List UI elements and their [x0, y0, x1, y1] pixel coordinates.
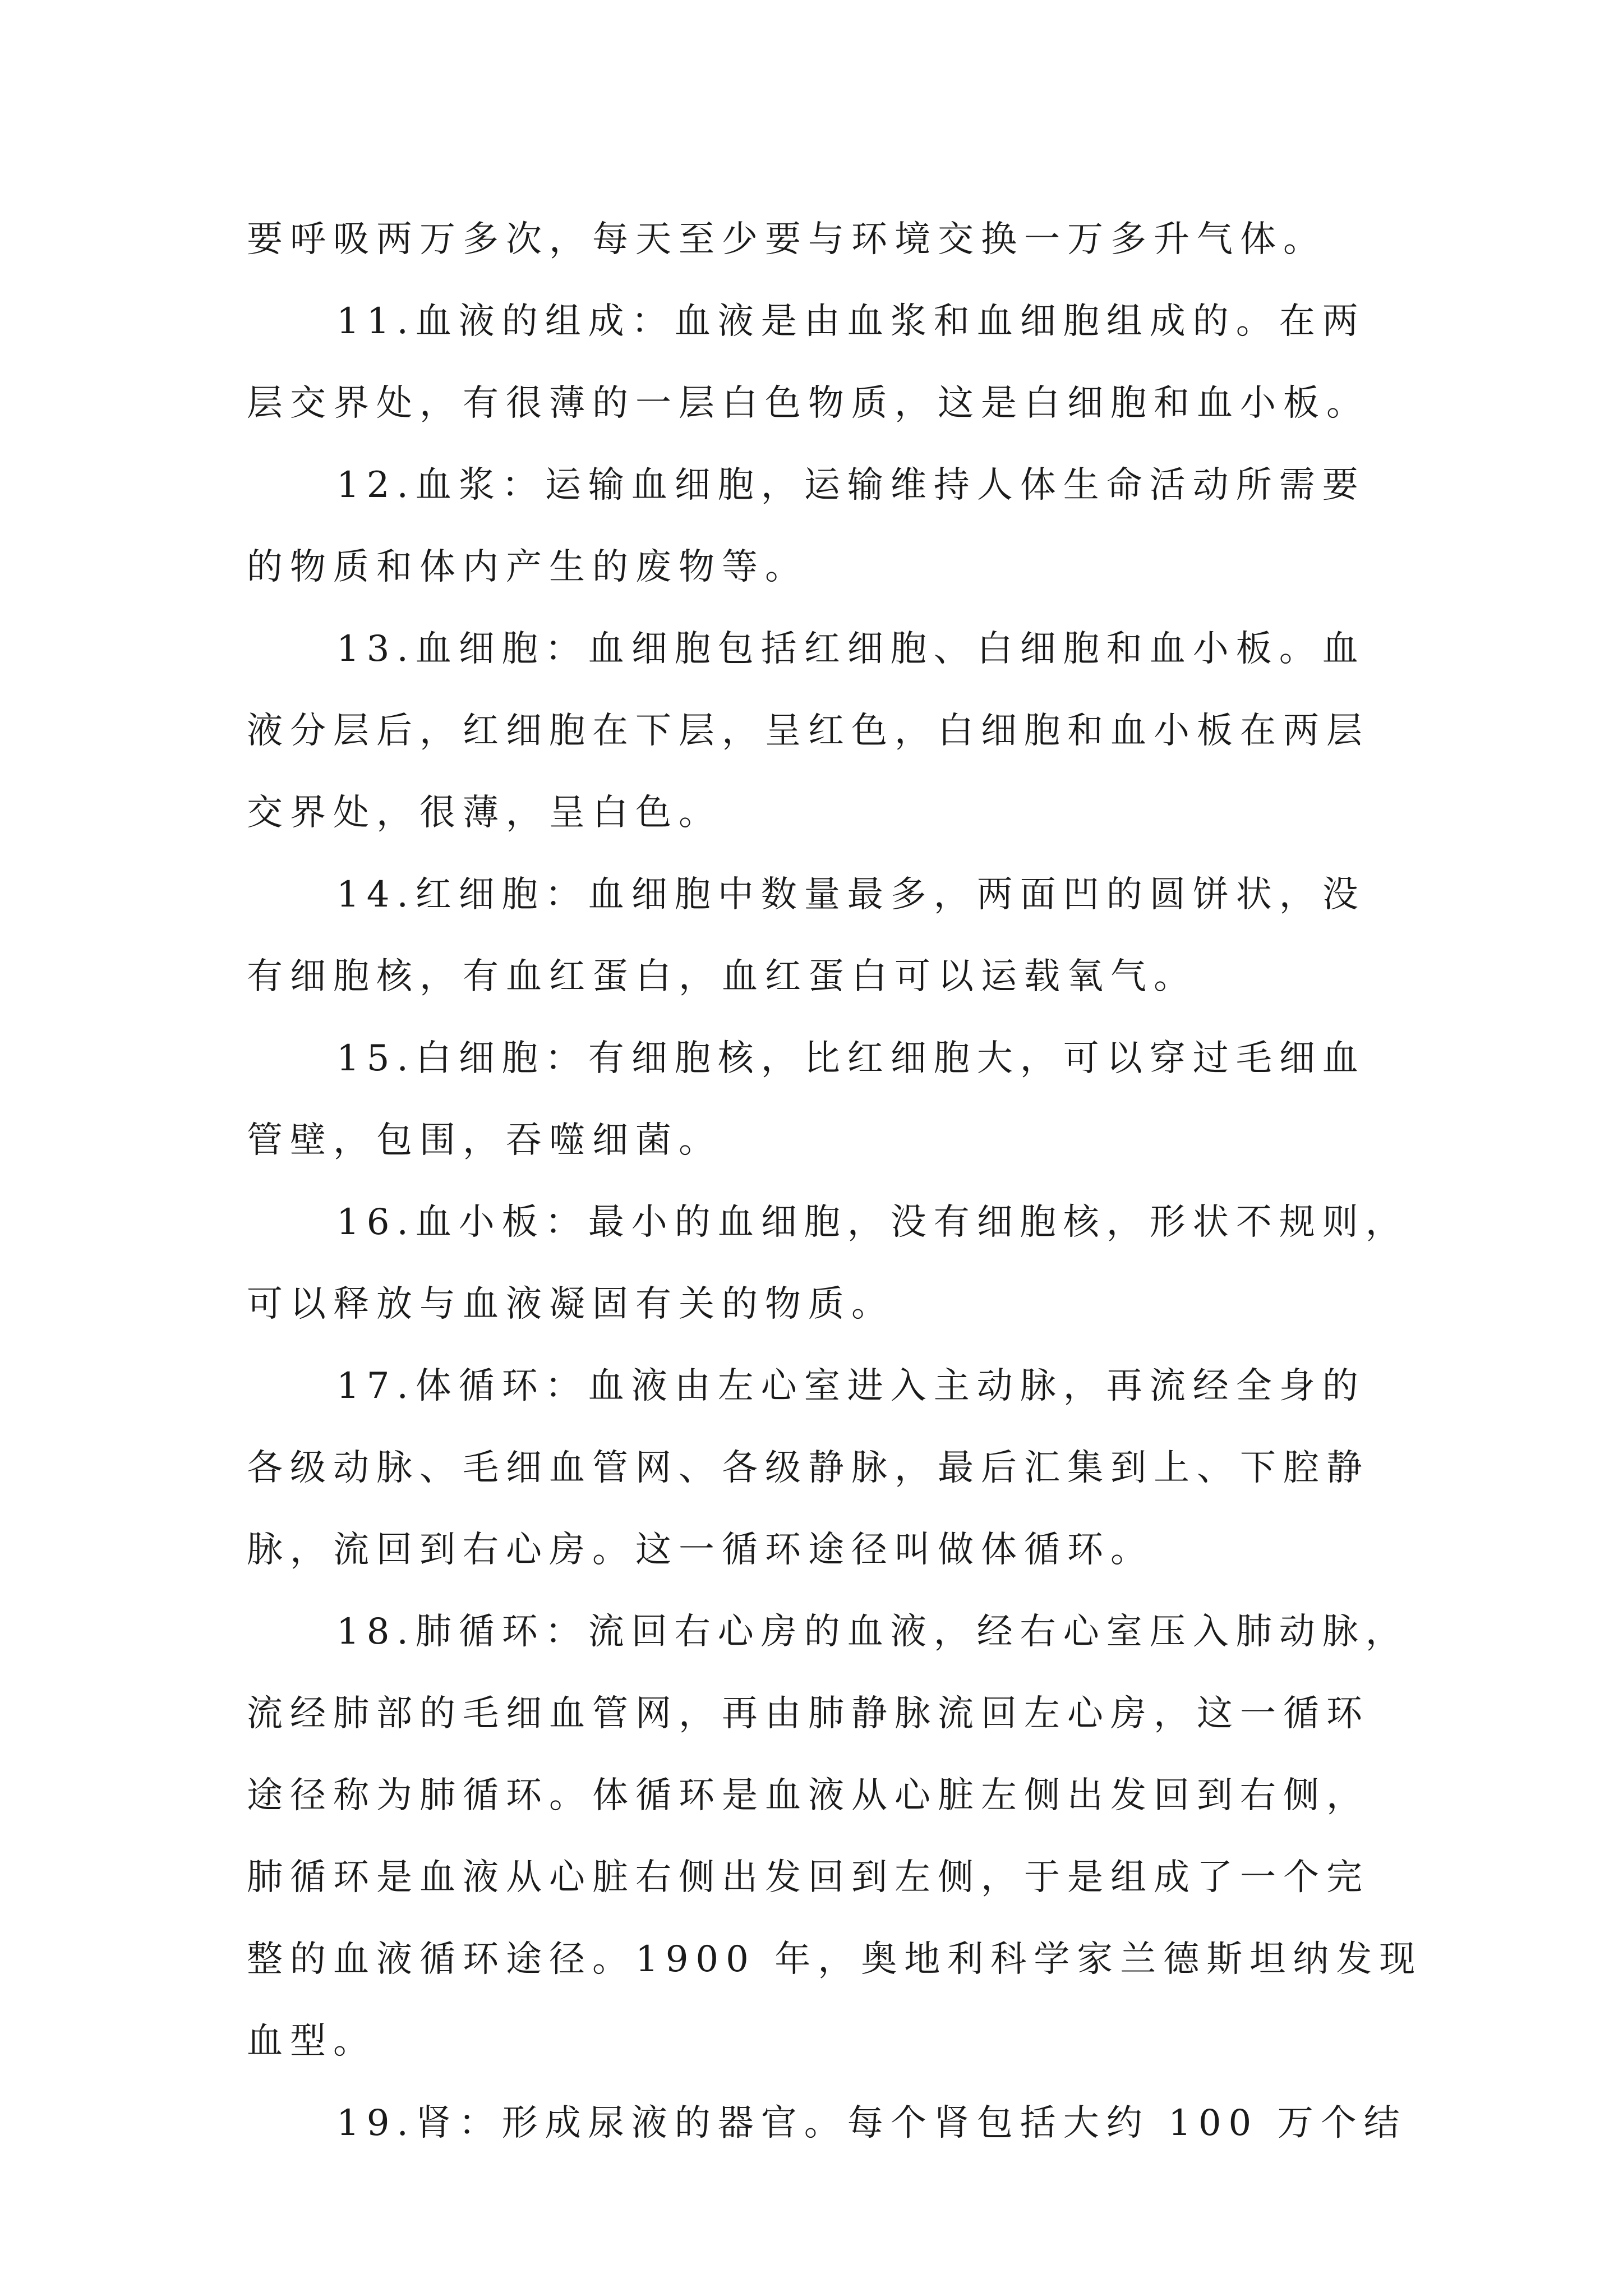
text-line-7: 液分层后，红细胞在下层，呈红色，白细胞和血小板在两层	[247, 710, 1370, 752]
text-line-16: 各级动脉、毛细血管网、各级静脉，最后汇集到上、下腔静	[247, 1447, 1370, 1489]
text-line-23: 血型。	[247, 2021, 376, 2062]
text-line-17: 脉，流回到右心房。这一循环途径叫做体循环。	[247, 1529, 1154, 1571]
text-line-1: 要呼吸两万多次，每天至少要与环境交换一万多升气体。	[247, 219, 1326, 260]
text-line-22: 整的血液循环途径。1900 年，奥地利科学家兰德斯坦纳发现	[247, 1939, 1423, 1980]
text-line-20: 途径称为肺循环。体循环是血液从心脏左侧出发回到右侧，	[247, 1775, 1370, 1816]
text-line-14: 可以释放与血液凝固有关的物质。	[247, 1283, 895, 1325]
text-line-10: 有细胞核，有血红蛋白，血红蛋白可以运载氧气。	[247, 956, 1197, 997]
item-18-heading-line: 18.肺循环：流回右心房的血液，经右心室压入肺动脉，	[336, 1611, 1409, 1653]
text-line-8: 交界处，很薄，呈白色。	[247, 792, 722, 834]
text-line-5: 的物质和体内产生的废物等。	[247, 546, 808, 588]
item-11-heading-line: 11.血液的组成：血液是由血浆和血细胞组成的。在两	[336, 301, 1366, 342]
item-14-heading-line: 14.红细胞：血细胞中数量最多，两面凹的圆饼状，没	[336, 874, 1366, 915]
item-15-heading-line: 15.白细胞：有细胞核，比红细胞大，可以穿过毛细血	[336, 1038, 1366, 1079]
item-12-heading-line: 12.血浆：运输血细胞，运输维持人体生命活动所需要	[336, 464, 1366, 506]
text-line-19: 流经肺部的毛细血管网，再由肺静脉流回左心房，这一循环	[247, 1693, 1370, 1734]
text-line-12: 管壁，包围，吞噬细菌。	[247, 1120, 722, 1161]
item-13-heading-line: 13.血细胞：血细胞包括红细胞、白细胞和血小板。血	[336, 628, 1366, 670]
item-17-heading-line: 17.体循环：血液由左心室进入主动脉，再流经全身的	[336, 1365, 1366, 1407]
text-line-21: 肺循环是血液从心脏右侧出发回到左侧，于是组成了一个完	[247, 1857, 1370, 1898]
item-16-heading-line: 16.血小板：最小的血细胞，没有细胞核，形状不规则，	[336, 1202, 1409, 1243]
text-line-3: 层交界处，有很薄的一层白色物质，这是白细胞和血小板。	[247, 383, 1370, 424]
item-19-heading-line: 19.肾：形成尿液的器官。每个肾包括大约 100 万个结	[336, 2102, 1407, 2144]
